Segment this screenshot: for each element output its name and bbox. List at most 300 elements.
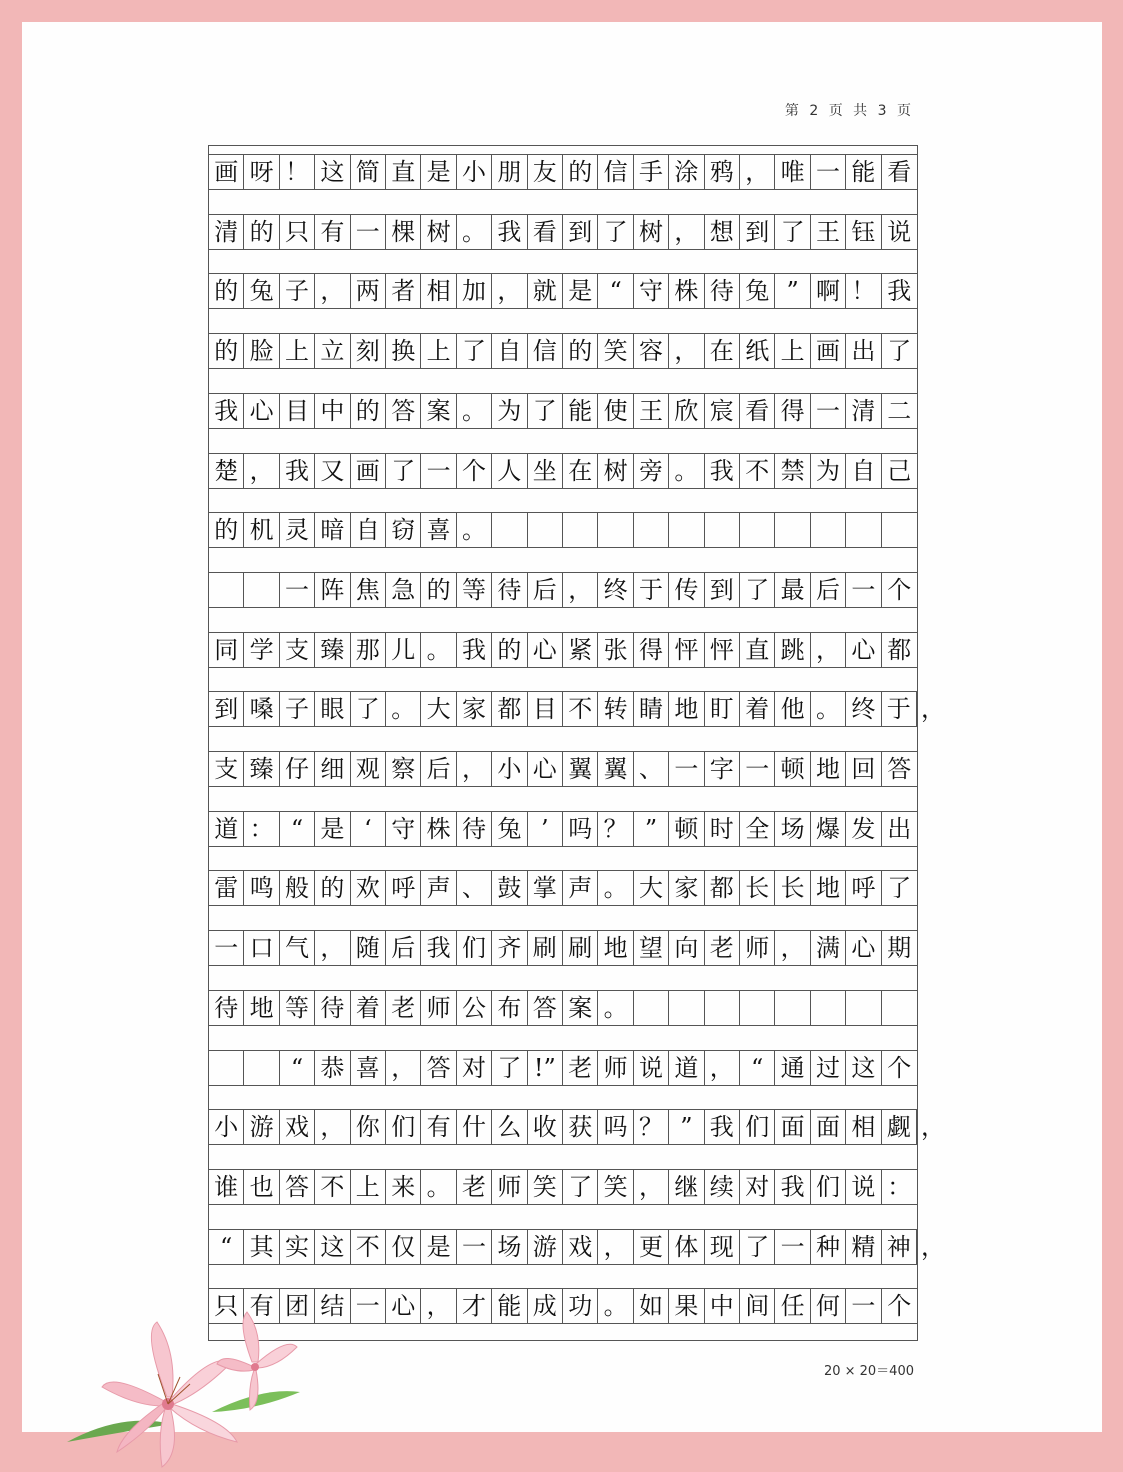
grid-cell: 着 bbox=[351, 991, 386, 1025]
grid-cell: 后 bbox=[386, 931, 421, 965]
grid-cell: 刻 bbox=[351, 334, 386, 368]
grid-cell: 己 bbox=[887, 456, 912, 485]
grid-cell: 一 bbox=[669, 752, 704, 786]
grid-cell: 树 bbox=[634, 215, 669, 249]
grid-cell: 。 bbox=[457, 215, 492, 249]
grid-cell: 只 bbox=[209, 1289, 244, 1323]
grid-cell: 朋 bbox=[492, 155, 527, 189]
grid-cell: 直 bbox=[740, 633, 775, 667]
grid-cell: 急 bbox=[386, 573, 421, 607]
grid-cell: 说 bbox=[846, 1170, 881, 1204]
grid-cell bbox=[669, 991, 704, 1025]
grid-cell: 说 bbox=[634, 1051, 669, 1085]
grid-cell: 向 bbox=[669, 931, 704, 965]
grid-cell: “ bbox=[740, 1051, 775, 1085]
grid-cell: 是 bbox=[421, 155, 456, 189]
grid-cell: 细 bbox=[315, 752, 350, 786]
grid-cell: 观 bbox=[351, 752, 386, 786]
grid-cell: 一 bbox=[457, 1230, 492, 1264]
grid-cell: 成 bbox=[528, 1289, 563, 1323]
grid-cell: 。 bbox=[421, 1170, 456, 1204]
grid-cell: 有 bbox=[315, 215, 350, 249]
grid-cell: 家 bbox=[457, 692, 492, 726]
grid-cell bbox=[244, 573, 279, 607]
grid-cell: 、 bbox=[634, 752, 669, 786]
grid-cell: 老 bbox=[563, 1051, 598, 1085]
grid-cell: 道 bbox=[669, 1051, 704, 1085]
grid-cell: 体 bbox=[669, 1230, 704, 1264]
grid-cell: 大 bbox=[421, 692, 456, 726]
grid-cell: ！ bbox=[280, 155, 315, 189]
grid-cell bbox=[846, 513, 881, 547]
grid-cell: ， bbox=[669, 334, 704, 368]
grid-cell: 老 bbox=[705, 931, 740, 965]
grid-cell: 这 bbox=[846, 1051, 881, 1085]
grid-cell: 株 bbox=[669, 274, 704, 308]
grid-cell bbox=[528, 513, 563, 547]
grid-row bbox=[209, 1109, 945, 1145]
grid-cell: 这 bbox=[315, 1230, 350, 1264]
grid-cell: 欣 bbox=[669, 394, 704, 428]
grid-cell: 子 bbox=[280, 274, 315, 308]
grid-cell: 声 bbox=[421, 871, 456, 905]
grid-cell: 一 bbox=[280, 573, 315, 607]
grid-cell: 满 bbox=[811, 931, 846, 965]
grid-cell: 笑 bbox=[598, 334, 633, 368]
grid-cell: 画 bbox=[209, 155, 244, 189]
grid-cell: 时 bbox=[705, 812, 740, 846]
grid-cell: “ bbox=[280, 812, 315, 846]
grid-cell: 转 bbox=[598, 692, 633, 726]
grid-cell: 儿 bbox=[386, 633, 421, 667]
grid-cell: 一 bbox=[846, 1289, 881, 1323]
grid-cell: 同 bbox=[209, 633, 244, 667]
grid-cell: 树 bbox=[421, 215, 456, 249]
grid-cell: 了 bbox=[528, 394, 563, 428]
grid-row bbox=[209, 1169, 917, 1205]
grid-cell: 才 bbox=[457, 1289, 492, 1323]
grid-cell: 间 bbox=[740, 1289, 775, 1323]
grid-cell: 我 bbox=[775, 1170, 810, 1204]
grid-cell: 公 bbox=[457, 991, 492, 1025]
grid-cell: 一 bbox=[811, 155, 846, 189]
grid-cell: 。 bbox=[669, 454, 704, 488]
grid-cell: 心 bbox=[528, 752, 563, 786]
grid-cell: 觑 bbox=[882, 1110, 917, 1144]
grid-cell: 。 bbox=[598, 871, 633, 905]
grid-cell: 不 bbox=[315, 1170, 350, 1204]
grid-cell: 地 bbox=[669, 692, 704, 726]
grid-cell: 期 bbox=[887, 934, 912, 963]
grid-cell: 翼 bbox=[598, 752, 633, 786]
grid-cell: ， bbox=[315, 1110, 350, 1144]
grid-cell: 的 bbox=[209, 334, 244, 368]
grid-row bbox=[209, 214, 917, 250]
grid-cell: ’ bbox=[528, 812, 563, 846]
grid-cell: 到 bbox=[705, 573, 740, 607]
grid-cell: 功 bbox=[563, 1289, 598, 1323]
grid-cell: ” bbox=[775, 274, 810, 308]
grid-cell: 都 bbox=[887, 635, 912, 664]
grid-cell: 望 bbox=[634, 931, 669, 965]
grid-cell: 戏 bbox=[280, 1110, 315, 1144]
grid-cell: 吗 bbox=[598, 1110, 633, 1144]
grid-cell: 我 bbox=[887, 277, 912, 306]
grid-cell: 株 bbox=[421, 812, 456, 846]
grid-cell: 师 bbox=[421, 991, 456, 1025]
grid-cell: 相 bbox=[846, 1110, 881, 1144]
grid-cell: 欢 bbox=[351, 871, 386, 905]
grid-cell bbox=[882, 991, 917, 1025]
grid-cell: 答 bbox=[280, 1170, 315, 1204]
grid-cell: ， bbox=[315, 274, 350, 308]
grid-cell: 。 bbox=[457, 394, 492, 428]
grid-cell: 看 bbox=[887, 158, 912, 186]
grid-row bbox=[209, 870, 917, 906]
grid-cell: 王 bbox=[811, 215, 846, 249]
grid-cell bbox=[634, 991, 669, 1025]
grid-cell: ： bbox=[887, 1172, 912, 1201]
grid-cell: 种 bbox=[811, 1230, 846, 1264]
grid-cell: 地 bbox=[598, 931, 633, 965]
grid-cell: 都 bbox=[705, 871, 740, 905]
grid-cell: 案 bbox=[563, 991, 598, 1025]
grid-cell: 机 bbox=[244, 513, 279, 547]
grid-cell: 掌 bbox=[528, 871, 563, 905]
grid-cell: 个 bbox=[887, 1053, 912, 1082]
grid-cell: 们 bbox=[457, 931, 492, 965]
grid-cell: 待 bbox=[209, 991, 244, 1025]
grid-cell: 只 bbox=[280, 215, 315, 249]
grid-cell: 鼓 bbox=[492, 871, 527, 905]
page-number: 第 2 页 共 3 页 bbox=[784, 103, 914, 119]
grid-cell: 清 bbox=[209, 215, 244, 249]
grid-cell: 焦 bbox=[351, 573, 386, 607]
grid-cell: 顿 bbox=[669, 812, 704, 846]
grid-cell: 声 bbox=[563, 871, 598, 905]
grid-cell: 脸 bbox=[244, 334, 279, 368]
grid-cell: 游 bbox=[244, 1110, 279, 1144]
grid-cell: 喜 bbox=[421, 513, 456, 547]
grid-cell: 二 bbox=[887, 396, 912, 425]
grid-cell: “ bbox=[280, 1051, 315, 1085]
grid-cell: 说 bbox=[887, 217, 912, 246]
grid-cell: 盯 bbox=[705, 692, 740, 726]
grid-cell: 心 bbox=[244, 394, 279, 428]
grid-cell bbox=[846, 991, 881, 1025]
grid-cell: 画 bbox=[351, 454, 386, 488]
grid-cell: 戏 bbox=[563, 1230, 598, 1264]
grid-cell: 待 bbox=[705, 274, 740, 308]
grid-cell: 全 bbox=[740, 812, 775, 846]
grid-cell: 什 bbox=[457, 1110, 492, 1144]
grid-cell: 跳 bbox=[775, 633, 810, 667]
grid-cell: 恭 bbox=[315, 1051, 350, 1085]
grid-cell: 后 bbox=[421, 752, 456, 786]
grid-cell bbox=[775, 991, 810, 1025]
grid-cell: 支 bbox=[280, 633, 315, 667]
grid-cell: ？ bbox=[598, 812, 633, 846]
grid-cell: 一 bbox=[351, 215, 386, 249]
overflow-punctuation: ， bbox=[921, 1232, 945, 1261]
grid-cell: 得 bbox=[775, 394, 810, 428]
grid-cell: 怦 bbox=[669, 633, 704, 667]
grid-cell: 察 bbox=[386, 752, 421, 786]
grid-cell: 。 bbox=[811, 692, 846, 726]
grid-cell: 兔 bbox=[492, 812, 527, 846]
grid-cell: 怦 bbox=[705, 633, 740, 667]
grid-cell: 答 bbox=[528, 991, 563, 1025]
grid-cell: 般 bbox=[280, 871, 315, 905]
grid-cell bbox=[705, 991, 740, 1025]
grid-cell: 的 bbox=[563, 334, 598, 368]
grid-cell: 的 bbox=[351, 394, 386, 428]
grid-cell bbox=[669, 513, 704, 547]
grid-cell: 答 bbox=[421, 1051, 456, 1085]
grid-cell: 我 bbox=[705, 1110, 740, 1144]
grid-cell: ， bbox=[634, 1170, 669, 1204]
grid-cell: 灵 bbox=[280, 513, 315, 547]
grid-row bbox=[209, 1288, 917, 1324]
grid-cell: 我 bbox=[209, 394, 244, 428]
grid-cell: 禁 bbox=[775, 454, 810, 488]
grid-cell: 气 bbox=[280, 931, 315, 965]
grid-cell: 一 bbox=[421, 454, 456, 488]
grid-cell: ” bbox=[634, 812, 669, 846]
grid-cell: 答 bbox=[386, 394, 421, 428]
grid-row bbox=[209, 811, 917, 847]
grid-cell: 刷 bbox=[528, 931, 563, 965]
grid-cell: 。 bbox=[421, 633, 456, 667]
grid-cell: 呼 bbox=[386, 871, 421, 905]
grid-cell: ： bbox=[244, 812, 279, 846]
grid-cell: 口 bbox=[244, 931, 279, 965]
overflow-punctuation: ， bbox=[921, 1113, 945, 1142]
grid-cell: ， bbox=[563, 573, 598, 607]
grid-cell: 加 bbox=[457, 274, 492, 308]
grid-cell: 果 bbox=[669, 1289, 704, 1323]
grid-cell: 。 bbox=[457, 513, 492, 547]
grid-cell: 笑 bbox=[598, 1170, 633, 1204]
grid-cell: 钰 bbox=[846, 215, 881, 249]
grid-cell: 出 bbox=[887, 814, 912, 843]
grid-cell: 这 bbox=[315, 155, 350, 189]
grid-cell: 等 bbox=[280, 991, 315, 1025]
grid-cell: 的 bbox=[492, 633, 527, 667]
grid-cell: 紧 bbox=[563, 633, 598, 667]
grid-cell: 你 bbox=[351, 1110, 386, 1144]
grid-row bbox=[209, 1050, 917, 1086]
grid-cell: 上 bbox=[280, 334, 315, 368]
grid-cell: 能 bbox=[492, 1289, 527, 1323]
grid-cell: 谁 bbox=[209, 1170, 244, 1204]
grid-cell: 、 bbox=[457, 871, 492, 905]
grid-cell: 支 bbox=[209, 752, 244, 786]
grid-cell: 看 bbox=[528, 215, 563, 249]
grid-cell: 了 bbox=[563, 1170, 598, 1204]
grid-cell: 了 bbox=[351, 692, 386, 726]
grid-cell: 目 bbox=[528, 692, 563, 726]
grid-cell: 呼 bbox=[846, 871, 881, 905]
grid-cell: 不 bbox=[740, 454, 775, 488]
grid-cell bbox=[811, 513, 846, 547]
grid-row bbox=[209, 691, 945, 727]
grid-cell: 旁 bbox=[634, 454, 669, 488]
grid-cell bbox=[598, 513, 633, 547]
grid-row bbox=[209, 512, 917, 548]
grid-cell: 的 bbox=[563, 155, 598, 189]
grid-cell: 传 bbox=[669, 573, 704, 607]
grid-cell: 的 bbox=[421, 573, 456, 607]
grid-row bbox=[209, 990, 917, 1026]
grid-cell: 我 bbox=[705, 454, 740, 488]
grid-cell: 神 bbox=[882, 1230, 917, 1264]
grid-cell: 鸣 bbox=[244, 871, 279, 905]
grid-cell: 的 bbox=[209, 274, 244, 308]
grid-cell: 我 bbox=[421, 931, 456, 965]
grid-cell: 他 bbox=[775, 692, 810, 726]
grid-cell: 棵 bbox=[386, 215, 421, 249]
grid-cell bbox=[740, 513, 775, 547]
grid-cell: 不 bbox=[563, 692, 598, 726]
grid-cell: 一 bbox=[846, 573, 881, 607]
grid-cell: ？ bbox=[634, 1110, 669, 1144]
grid-cell: 暗 bbox=[315, 513, 350, 547]
grid-cell: 守 bbox=[386, 812, 421, 846]
grid-cell: 窃 bbox=[386, 513, 421, 547]
grid-cell: 一 bbox=[209, 931, 244, 965]
grid-cell: ， bbox=[669, 215, 704, 249]
grid-cell: 其 bbox=[244, 1230, 279, 1264]
grid-cell: 面 bbox=[811, 1110, 846, 1144]
grid-cell: 面 bbox=[775, 1110, 810, 1144]
grid-cell: 友 bbox=[528, 155, 563, 189]
grid-cell bbox=[634, 513, 669, 547]
grid-cell: 上 bbox=[775, 334, 810, 368]
grid-cell: 又 bbox=[315, 454, 350, 488]
grid-cell: 在 bbox=[705, 334, 740, 368]
grid-cell bbox=[740, 991, 775, 1025]
writing-grid bbox=[208, 145, 945, 1341]
grid-cell: 任 bbox=[775, 1289, 810, 1323]
grid-cell: 宸 bbox=[705, 394, 740, 428]
grid-cell: 臻 bbox=[244, 752, 279, 786]
grid-cell: 手 bbox=[634, 155, 669, 189]
grid-cell: 一 bbox=[351, 1289, 386, 1323]
grid-cell: 啊 bbox=[811, 274, 846, 308]
grid-cell: 后 bbox=[811, 573, 846, 607]
grid-cell: 着 bbox=[740, 692, 775, 726]
grid-cell: 能 bbox=[846, 155, 881, 189]
grid-cell: 鸦 bbox=[705, 155, 740, 189]
grid-cell: 顿 bbox=[775, 752, 810, 786]
grid-cell: ， bbox=[315, 931, 350, 965]
grid-cell: 能 bbox=[563, 394, 598, 428]
grid-row bbox=[209, 333, 917, 369]
grid-cell: “ bbox=[598, 274, 633, 308]
grid-cell: 于 bbox=[882, 692, 917, 726]
grid-cell: 场 bbox=[775, 812, 810, 846]
grid-cell: ， bbox=[598, 1230, 633, 1264]
grid-cell bbox=[492, 513, 527, 547]
grid-cell bbox=[775, 513, 810, 547]
grid-cell: 我 bbox=[492, 215, 527, 249]
grid-cell: 精 bbox=[846, 1230, 881, 1264]
grid-cell: 立 bbox=[315, 334, 350, 368]
grid-cell: 收 bbox=[528, 1110, 563, 1144]
grid-cell: ， bbox=[740, 155, 775, 189]
grid-cell: 阵 bbox=[315, 573, 350, 607]
grid-cell: 来 bbox=[386, 1170, 421, 1204]
grid-cell: 树 bbox=[598, 454, 633, 488]
grid-cell: 信 bbox=[598, 155, 633, 189]
grid-cell: 们 bbox=[811, 1170, 846, 1204]
grid-row bbox=[209, 751, 917, 787]
grid-cell: 待 bbox=[315, 991, 350, 1025]
grid-cell: 心 bbox=[386, 1289, 421, 1323]
grid-cell: 守 bbox=[634, 274, 669, 308]
grid-cell: 直 bbox=[386, 155, 421, 189]
grid-cell: 中 bbox=[705, 1289, 740, 1323]
grid-cell: 吗 bbox=[563, 812, 598, 846]
grid-row bbox=[209, 453, 917, 489]
grid-cell: 仅 bbox=[386, 1230, 421, 1264]
grid-cell: 信 bbox=[528, 334, 563, 368]
grid-cell: 我 bbox=[280, 454, 315, 488]
grid-cell: ， bbox=[386, 1051, 421, 1085]
grid-cell: 地 bbox=[811, 752, 846, 786]
grid-cell: 个 bbox=[887, 575, 912, 604]
grid-row bbox=[209, 393, 917, 429]
grid-cell: 相 bbox=[421, 274, 456, 308]
grid-cell: 了 bbox=[775, 215, 810, 249]
grid-cell: 刷 bbox=[563, 931, 598, 965]
grid-cell: 地 bbox=[244, 991, 279, 1025]
grid-cell: ， bbox=[244, 454, 279, 488]
grid-cell: 自 bbox=[492, 334, 527, 368]
grid-row bbox=[209, 1229, 945, 1265]
grid-cell: 继 bbox=[669, 1170, 704, 1204]
grid-cell: 是 bbox=[315, 812, 350, 846]
grid-cell: 在 bbox=[563, 454, 598, 488]
grid-cell bbox=[882, 513, 917, 547]
grid-cell: 上 bbox=[351, 1170, 386, 1204]
grid-cell: 到 bbox=[209, 692, 244, 726]
grid-cell: 到 bbox=[563, 215, 598, 249]
grid-cell: 发 bbox=[846, 812, 881, 846]
grid-cell: 笑 bbox=[528, 1170, 563, 1204]
grid-cell: 场 bbox=[492, 1230, 527, 1264]
grid-cell: 了 bbox=[457, 334, 492, 368]
grid-cell: 呀 bbox=[244, 155, 279, 189]
grid-cell: 心 bbox=[846, 633, 881, 667]
grid-cell: 目 bbox=[280, 394, 315, 428]
grid-cell: 过 bbox=[811, 1051, 846, 1085]
grid-cell: 了 bbox=[386, 454, 421, 488]
grid-cell: 不 bbox=[351, 1230, 386, 1264]
grid-row bbox=[209, 930, 917, 966]
grid-cell: 何 bbox=[811, 1289, 846, 1323]
overflow-punctuation: ， bbox=[921, 695, 945, 724]
grid-cell: 为 bbox=[492, 394, 527, 428]
grid-cell: 到 bbox=[740, 215, 775, 249]
grid-cell: 得 bbox=[634, 633, 669, 667]
grid-cell: 了 bbox=[740, 1230, 775, 1264]
grid-row bbox=[209, 273, 917, 309]
grid-cell: 雷 bbox=[209, 871, 244, 905]
grid-cell: ， bbox=[492, 274, 527, 308]
grid-cell: 对 bbox=[740, 1170, 775, 1204]
